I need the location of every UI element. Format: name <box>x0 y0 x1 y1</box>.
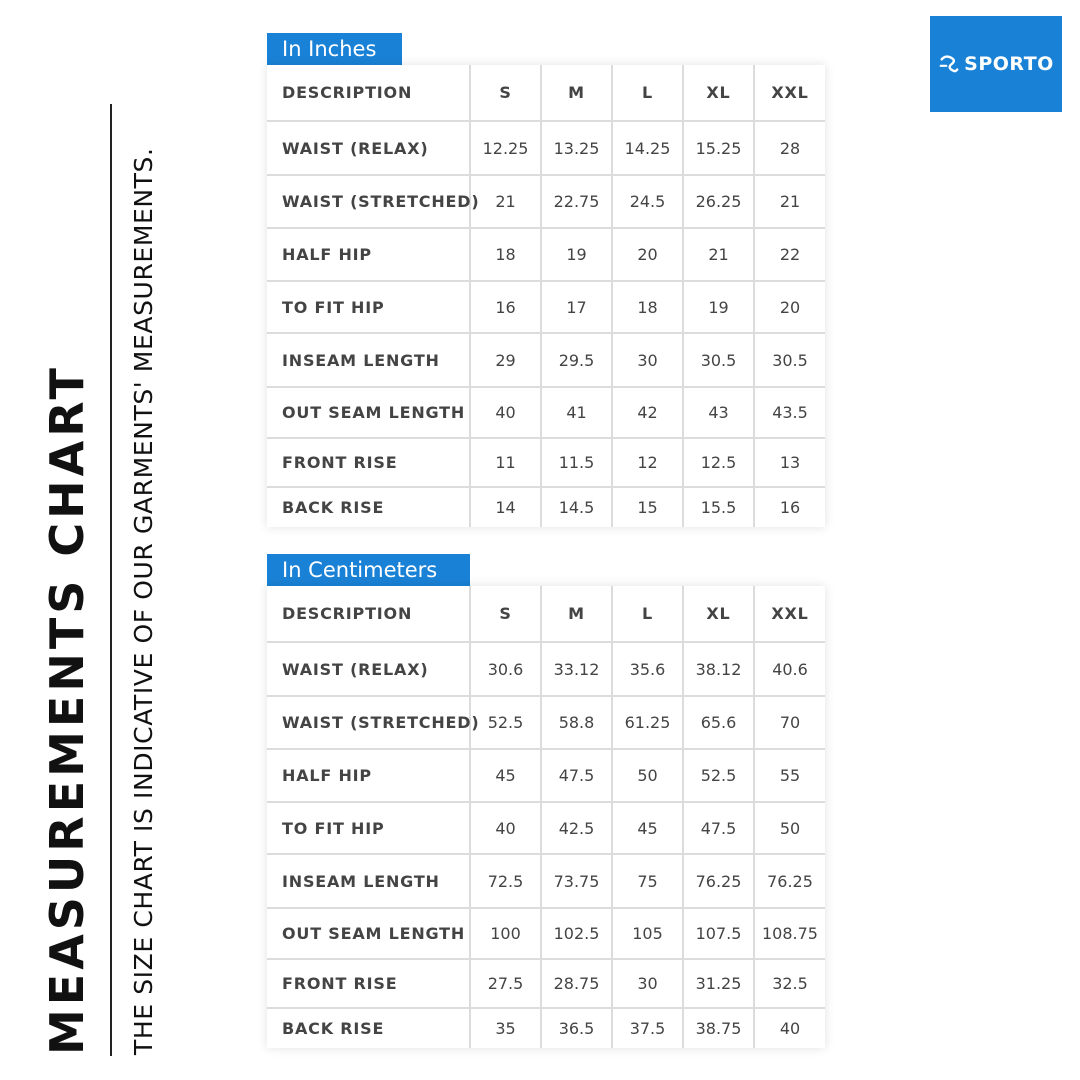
table-cell: 41 <box>541 387 612 438</box>
table-row <box>267 1008 825 1048</box>
table-cell: 21 <box>683 228 754 281</box>
table-cell: 37.5 <box>612 1008 683 1048</box>
table-cell: 105 <box>612 908 683 959</box>
table-cell: 30 <box>612 959 683 1008</box>
row-description: BACK RISE <box>267 1008 470 1048</box>
table-cell: 107.5 <box>683 908 754 959</box>
table-cell: 42 <box>612 387 683 438</box>
header-row <box>267 65 825 121</box>
table-row <box>267 854 825 908</box>
table-cell: 27.5 <box>470 959 541 1008</box>
table-row <box>267 121 825 175</box>
table-cell: 47.5 <box>683 802 754 854</box>
table-cell: 35.6 <box>612 642 683 696</box>
table-cell: 19 <box>683 281 754 333</box>
column-header-size: XL <box>683 65 754 121</box>
table-cell: 28 <box>754 121 825 175</box>
table-row <box>267 175 825 228</box>
table-cell: 29 <box>470 333 541 387</box>
table-row <box>267 487 825 527</box>
column-header-size: XXL <box>754 65 825 121</box>
table-cell: 17 <box>541 281 612 333</box>
table-cell: 40.6 <box>754 642 825 696</box>
table-cell: 11 <box>470 438 541 487</box>
table-cell: 38.12 <box>683 642 754 696</box>
table-cell: 76.25 <box>754 854 825 908</box>
row-description: WAIST (RELAX) <box>267 121 470 175</box>
table-cell: 12 <box>612 438 683 487</box>
centimeters-table <box>267 586 825 1048</box>
table-cell: 22 <box>754 228 825 281</box>
row-description: WAIST (STRETCHED) <box>267 696 470 749</box>
table-cell: 52.5 <box>470 696 541 749</box>
table-cell: 47.5 <box>541 749 612 802</box>
inches-tab: In Inches <box>267 33 402 65</box>
brand-logo <box>930 16 1062 112</box>
column-header-size: S <box>470 65 541 121</box>
row-description: WAIST (STRETCHED) <box>267 175 470 228</box>
table-cell: 50 <box>754 802 825 854</box>
table-cell: 29.5 <box>541 333 612 387</box>
table-cell: 24.5 <box>612 175 683 228</box>
table-cell: 19 <box>541 228 612 281</box>
table-row <box>267 281 825 333</box>
table-cell: 21 <box>470 175 541 228</box>
page-subtitle: THE SIZE CHART IS INDICATIVE OF OUR GARMENTS' MEASUREMENTS. <box>129 147 158 1055</box>
table-cell: 55 <box>754 749 825 802</box>
table-cell: 15 <box>612 487 683 527</box>
title-divider <box>110 104 112 1056</box>
table-cell: 14.25 <box>612 121 683 175</box>
table-cell: 43.5 <box>754 387 825 438</box>
table-cell: 12.25 <box>470 121 541 175</box>
table-cell: 102.5 <box>541 908 612 959</box>
table-cell: 31.25 <box>683 959 754 1008</box>
table-row <box>267 387 825 438</box>
column-header-description: DESCRIPTION <box>267 586 470 642</box>
row-description: FRONT RISE <box>267 438 470 487</box>
table-row <box>267 696 825 749</box>
table-cell: 76.25 <box>683 854 754 908</box>
column-header-size: XXL <box>754 586 825 642</box>
table-cell: 30.5 <box>683 333 754 387</box>
table-cell: 30.5 <box>754 333 825 387</box>
table-cell: 45 <box>612 802 683 854</box>
table-cell: 16 <box>470 281 541 333</box>
table-cell: 14 <box>470 487 541 527</box>
column-header-size: M <box>541 65 612 121</box>
column-header-size: L <box>612 586 683 642</box>
column-header-size: XL <box>683 586 754 642</box>
table-cell: 38.75 <box>683 1008 754 1048</box>
centimeters-tab: In Centimeters <box>267 554 470 586</box>
brand-name: SPORTO <box>964 53 1054 75</box>
row-description: FRONT RISE <box>267 959 470 1008</box>
table-cell: 21 <box>754 175 825 228</box>
row-description: INSEAM LENGTH <box>267 333 470 387</box>
header-row <box>267 586 825 642</box>
table-cell: 33.12 <box>541 642 612 696</box>
table-cell: 108.75 <box>754 908 825 959</box>
table-cell: 26.25 <box>683 175 754 228</box>
table-cell: 28.75 <box>541 959 612 1008</box>
table-cell: 43 <box>683 387 754 438</box>
table-cell: 20 <box>612 228 683 281</box>
table-cell: 11.5 <box>541 438 612 487</box>
row-description: HALF HIP <box>267 228 470 281</box>
table-cell: 61.25 <box>612 696 683 749</box>
page-title: MEASUREMENTS CHART <box>40 364 94 1055</box>
sporto-logo-icon <box>938 53 960 75</box>
row-description: WAIST (RELAX) <box>267 642 470 696</box>
table-cell: 18 <box>612 281 683 333</box>
column-header-size: L <box>612 65 683 121</box>
table-cell: 30 <box>612 333 683 387</box>
row-description: OUT SEAM LENGTH <box>267 908 470 959</box>
table-cell: 16 <box>754 487 825 527</box>
column-header-size: S <box>470 586 541 642</box>
table-cell: 65.6 <box>683 696 754 749</box>
column-header-size: M <box>541 586 612 642</box>
table-cell: 40 <box>470 387 541 438</box>
table-cell: 36.5 <box>541 1008 612 1048</box>
table-cell: 12.5 <box>683 438 754 487</box>
table-cell: 40 <box>754 1008 825 1048</box>
table-cell: 58.8 <box>541 696 612 749</box>
table-cell: 13.25 <box>541 121 612 175</box>
table-cell: 32.5 <box>754 959 825 1008</box>
table-cell: 70 <box>754 696 825 749</box>
table-row <box>267 333 825 387</box>
table-cell: 40 <box>470 802 541 854</box>
table-cell: 75 <box>612 854 683 908</box>
table-row <box>267 749 825 802</box>
row-description: TO FIT HIP <box>267 802 470 854</box>
table-cell: 42.5 <box>541 802 612 854</box>
table-cell: 100 <box>470 908 541 959</box>
table-row <box>267 228 825 281</box>
table-cell: 20 <box>754 281 825 333</box>
row-description: OUT SEAM LENGTH <box>267 387 470 438</box>
table-cell: 14.5 <box>541 487 612 527</box>
table-row <box>267 642 825 696</box>
table-cell: 18 <box>470 228 541 281</box>
row-description: HALF HIP <box>267 749 470 802</box>
table-row <box>267 908 825 959</box>
row-description: INSEAM LENGTH <box>267 854 470 908</box>
table-row <box>267 802 825 854</box>
table-cell: 15.5 <box>683 487 754 527</box>
table-row <box>267 959 825 1008</box>
table-cell: 13 <box>754 438 825 487</box>
table-cell: 72.5 <box>470 854 541 908</box>
table-cell: 15.25 <box>683 121 754 175</box>
table-cell: 50 <box>612 749 683 802</box>
row-description: BACK RISE <box>267 487 470 527</box>
table-cell: 73.75 <box>541 854 612 908</box>
table-cell: 22.75 <box>541 175 612 228</box>
table-cell: 45 <box>470 749 541 802</box>
table-cell: 30.6 <box>470 642 541 696</box>
column-header-description: DESCRIPTION <box>267 65 470 121</box>
inches-table <box>267 65 825 527</box>
table-cell: 52.5 <box>683 749 754 802</box>
row-description: TO FIT HIP <box>267 281 470 333</box>
table-cell: 35 <box>470 1008 541 1048</box>
table-row <box>267 438 825 487</box>
